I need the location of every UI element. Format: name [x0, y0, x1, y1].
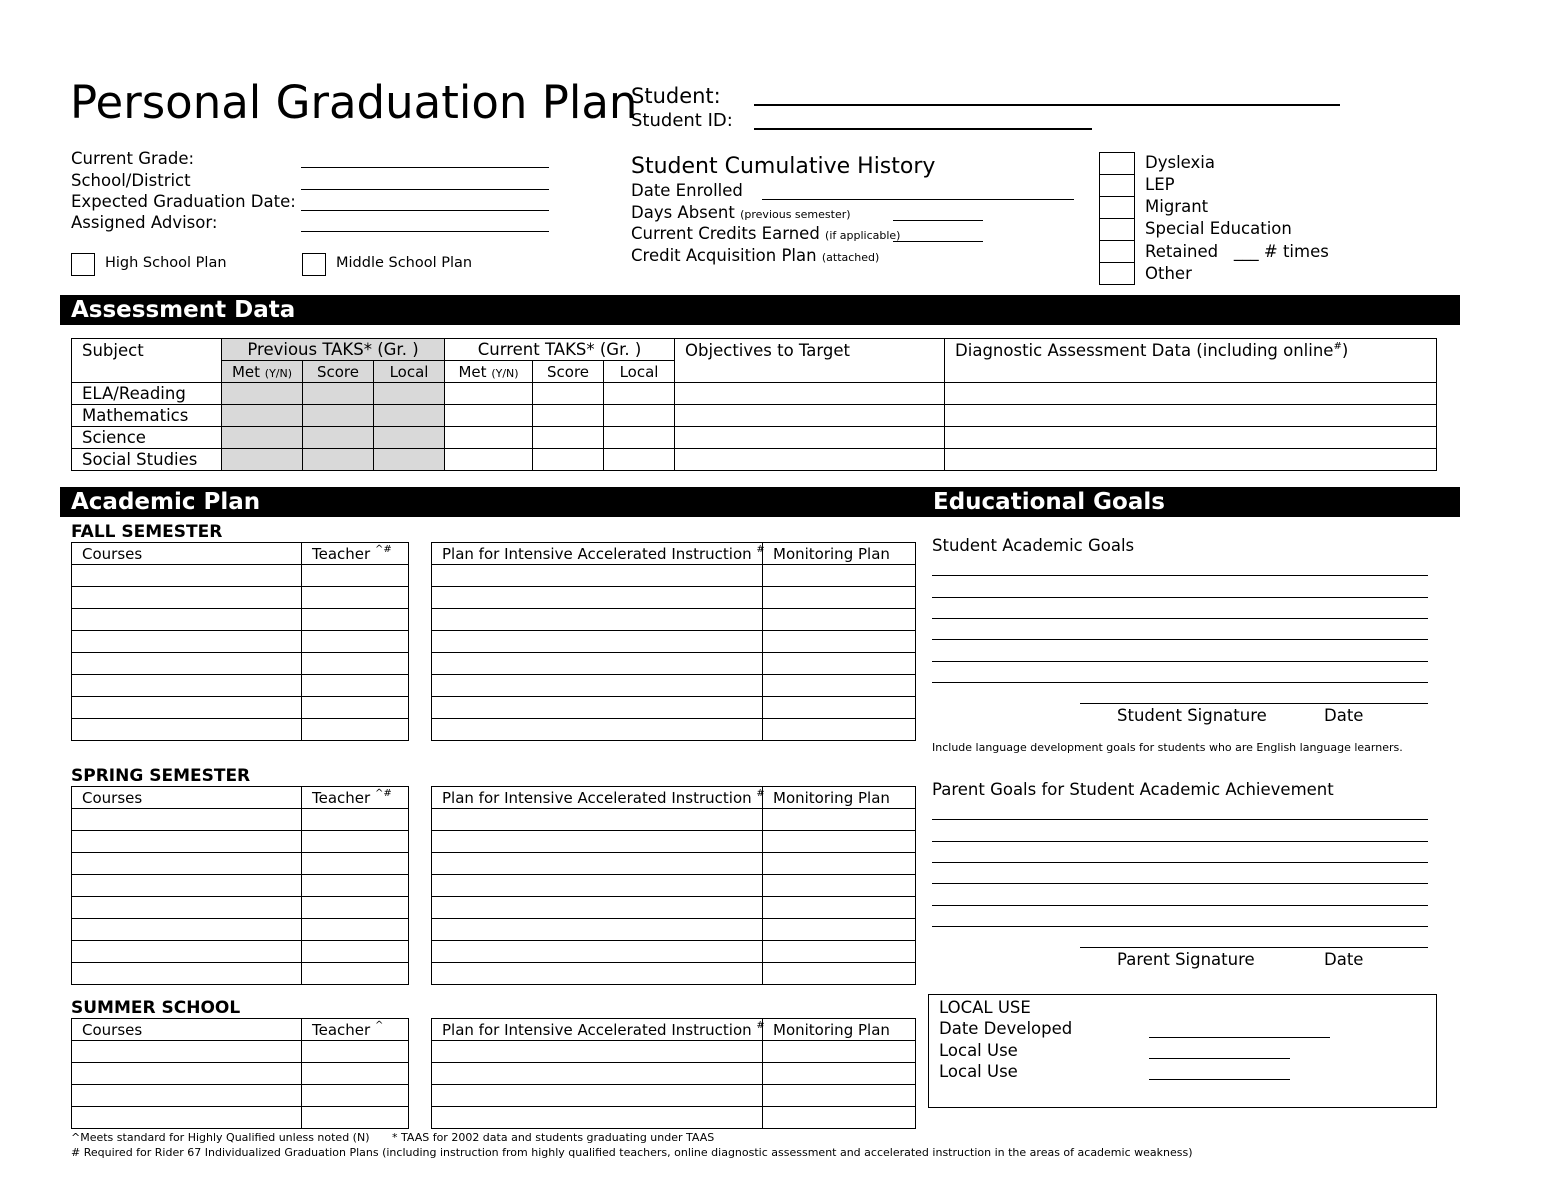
- table-row: [432, 809, 916, 831]
- table-row: [72, 875, 409, 897]
- lep-label: LEP: [1145, 175, 1175, 194]
- prev-score-header: Score: [303, 361, 374, 383]
- table-row: [72, 427, 1437, 449]
- current-grade-label: Current Grade:: [71, 149, 195, 168]
- days-absent-field[interactable]: [893, 220, 983, 221]
- student-goal-line[interactable]: [932, 661, 1428, 662]
- migrant-label: Migrant: [1145, 197, 1209, 216]
- parent-goal-line[interactable]: [932, 841, 1428, 842]
- credit-plan-label: Credit Acquisition Plan (attached): [631, 246, 880, 265]
- parent-goal-line[interactable]: [932, 905, 1428, 906]
- table-row: [72, 919, 409, 941]
- dyslexia-label: Dyslexia: [1145, 153, 1215, 172]
- special-education-checkbox[interactable]: [1099, 218, 1135, 241]
- advisor-label: Assigned Advisor:: [71, 213, 218, 232]
- student-signature-line[interactable]: [1080, 703, 1428, 704]
- footnote-star: * TAAS for 2002 data and students graduating under TAAS: [392, 1131, 715, 1144]
- table-row: [72, 631, 409, 653]
- table-row: [72, 853, 409, 875]
- date-enrolled-label: Date Enrolled: [631, 181, 743, 200]
- subject-social-studies: Social Studies: [72, 449, 222, 471]
- diagnostic-header: Diagnostic Assessment Data (including online#): [945, 339, 1437, 383]
- local-use-title: LOCAL USE: [939, 998, 1031, 1017]
- parent-goal-line[interactable]: [932, 819, 1428, 820]
- student-label: Student:: [631, 84, 721, 108]
- table-row: [72, 1063, 409, 1085]
- teacher-header: Teacher ^#: [302, 787, 409, 809]
- local-use-2-label: Local Use: [939, 1062, 1018, 1081]
- student-id-label: Student ID:: [631, 110, 733, 131]
- subject-mathematics: Mathematics: [72, 405, 222, 427]
- student-goal-line[interactable]: [932, 682, 1428, 683]
- ell-note: Include language development goals for students who are English language learners.: [932, 741, 1403, 754]
- days-absent-label: Days Absent (previous semester): [631, 203, 851, 222]
- student-signature-date-label: Date: [1324, 706, 1364, 725]
- student-id-field[interactable]: [754, 128, 1092, 130]
- spring-semester-heading: SPRING SEMESTER: [71, 766, 251, 786]
- table-row: [72, 719, 409, 741]
- student-goals-label: Student Academic Goals: [932, 536, 1135, 555]
- student-name-field[interactable]: [754, 104, 1340, 106]
- monitoring-header: Monitoring Plan: [763, 787, 916, 809]
- curr-local-header: Local: [604, 361, 675, 383]
- high-school-plan-checkbox[interactable]: [71, 253, 95, 276]
- parent-goal-line[interactable]: [932, 883, 1428, 884]
- lep-checkbox[interactable]: [1099, 174, 1135, 197]
- other-label: Other: [1145, 264, 1192, 283]
- credits-earned-field[interactable]: [893, 241, 983, 242]
- current-taks-header: Current TAKS* (Gr. ): [445, 339, 675, 361]
- special-education-label: Special Education: [1145, 219, 1292, 238]
- table-row: [432, 1041, 916, 1063]
- migrant-checkbox[interactable]: [1099, 196, 1135, 219]
- credits-earned-label: Current Credits Earned (if applicable): [631, 224, 901, 243]
- table-row: [432, 941, 916, 963]
- table-row: [72, 697, 409, 719]
- student-goal-line[interactable]: [932, 575, 1428, 576]
- table-row: [72, 565, 409, 587]
- table-row: [72, 1085, 409, 1107]
- courses-header: Courses: [72, 1019, 302, 1041]
- parent-signature-date-label: Date: [1324, 950, 1364, 969]
- table-row: [432, 631, 916, 653]
- date-developed-label: Date Developed: [939, 1019, 1073, 1038]
- parent-goals-label: Parent Goals for Student Academic Achievement: [932, 780, 1334, 799]
- spring-plan-table: [431, 786, 916, 985]
- parent-signature-label: Parent Signature: [1117, 950, 1255, 969]
- table-row: [72, 587, 409, 609]
- prev-met-header: Met (Y/N): [222, 361, 303, 383]
- table-row: [72, 963, 409, 985]
- other-checkbox[interactable]: [1099, 262, 1135, 285]
- parent-signature-line[interactable]: [1080, 947, 1428, 948]
- monitoring-header: Monitoring Plan: [763, 543, 916, 565]
- table-row: [432, 831, 916, 853]
- table-row: [432, 897, 916, 919]
- teacher-header: Teacher ^: [302, 1019, 409, 1041]
- advisor-field[interactable]: [301, 231, 549, 232]
- table-row: [432, 1107, 916, 1129]
- table-row: [72, 1041, 409, 1063]
- objectives-header: Objectives to Target: [675, 339, 945, 383]
- table-row: [432, 1063, 916, 1085]
- assessment-table: [71, 338, 1437, 471]
- parent-goal-line[interactable]: [932, 926, 1428, 927]
- summer-school-heading: SUMMER SCHOOL: [71, 998, 241, 1018]
- current-grade-field[interactable]: [301, 167, 549, 168]
- school-district-label: School/District: [71, 171, 191, 190]
- table-row: [432, 719, 916, 741]
- date-developed-field[interactable]: [1149, 1037, 1330, 1038]
- subject-header: Subject: [72, 339, 222, 383]
- graduation-date-label: Expected Graduation Date:: [71, 192, 296, 211]
- table-row: [72, 653, 409, 675]
- middle-school-plan-checkbox[interactable]: [302, 253, 326, 276]
- table-row: [432, 875, 916, 897]
- subject-science: Science: [72, 427, 222, 449]
- table-row: [72, 831, 409, 853]
- subject-ela: ELA/Reading: [72, 383, 222, 405]
- table-row: [72, 809, 409, 831]
- table-row: [72, 897, 409, 919]
- table-row: [72, 675, 409, 697]
- table-row: [432, 919, 916, 941]
- footnote-caret: ^Meets standard for Highly Qualified unless noted (N): [71, 1131, 370, 1144]
- high-school-plan-label: High School Plan: [105, 255, 227, 271]
- fall-courses-table: [71, 542, 409, 741]
- spring-courses-table: [71, 786, 409, 985]
- footnote-hash: # Required for Rider 67 Individualized Graduation Plans (including instruction from highly qualified teachers, online diagnostic assessment and accelerated instruction in the areas of academic weakness): [71, 1146, 1193, 1159]
- date-enrolled-field[interactable]: [762, 199, 1074, 200]
- assessment-heading: Assessment Data: [71, 297, 296, 323]
- local-use-1-field[interactable]: [1149, 1058, 1290, 1059]
- table-row: [72, 405, 1437, 427]
- summer-courses-table: [71, 1018, 409, 1129]
- teacher-header: Teacher ^#: [302, 543, 409, 565]
- local-use-2-field[interactable]: [1149, 1079, 1290, 1080]
- table-row: [72, 383, 1437, 405]
- educational-goals-heading: Educational Goals: [933, 489, 1165, 515]
- courses-header: Courses: [72, 787, 302, 809]
- intensive-header: Plan for Intensive Accelerated Instruction #: [432, 787, 763, 809]
- monitoring-header: Monitoring Plan: [763, 1019, 916, 1041]
- dyslexia-checkbox[interactable]: [1099, 152, 1135, 175]
- table-row: [432, 1085, 916, 1107]
- student-goal-line[interactable]: [932, 618, 1428, 619]
- student-goal-line[interactable]: [932, 639, 1428, 640]
- table-row: [432, 675, 916, 697]
- school-district-field[interactable]: [301, 189, 549, 190]
- curr-met-header: Met (Y/N): [445, 361, 533, 383]
- table-row: [432, 565, 916, 587]
- assessment-heading-bar: [60, 295, 1460, 325]
- table-row: [432, 609, 916, 631]
- student-signature-label: Student Signature: [1117, 706, 1267, 725]
- history-heading: Student Cumulative History: [631, 154, 936, 179]
- table-row: [432, 653, 916, 675]
- table-row: [432, 853, 916, 875]
- local-use-1-label: Local Use: [939, 1041, 1018, 1060]
- summer-plan-table: [431, 1018, 916, 1129]
- curr-score-header: Score: [533, 361, 604, 383]
- academic-plan-heading: Academic Plan: [71, 489, 261, 515]
- fall-semester-heading: FALL SEMESTER: [71, 522, 223, 542]
- academic-plan-bar: [60, 487, 1460, 517]
- table-row: [432, 587, 916, 609]
- table-row: [72, 1107, 409, 1129]
- courses-header: Courses: [72, 543, 302, 565]
- table-row: [432, 697, 916, 719]
- table-row: [72, 609, 409, 631]
- table-row: [432, 963, 916, 985]
- table-row: [72, 449, 1437, 471]
- prev-local-header: Local: [374, 361, 445, 383]
- graduation-date-field[interactable]: [301, 210, 549, 211]
- fall-plan-table: [431, 542, 916, 741]
- table-row: [72, 941, 409, 963]
- page-title: Personal Graduation Plan: [70, 76, 638, 129]
- intensive-header: Plan for Intensive Accelerated Instruction #: [432, 543, 763, 565]
- previous-taks-header: Previous TAKS* (Gr. ): [222, 339, 445, 361]
- parent-goal-line[interactable]: [932, 862, 1428, 863]
- middle-school-plan-label: Middle School Plan: [336, 255, 473, 271]
- intensive-header: Plan for Intensive Accelerated Instruction #: [432, 1019, 763, 1041]
- retained-label: Retained ___ # times: [1145, 242, 1329, 261]
- student-goal-line[interactable]: [932, 597, 1428, 598]
- retained-checkbox[interactable]: [1099, 240, 1135, 263]
